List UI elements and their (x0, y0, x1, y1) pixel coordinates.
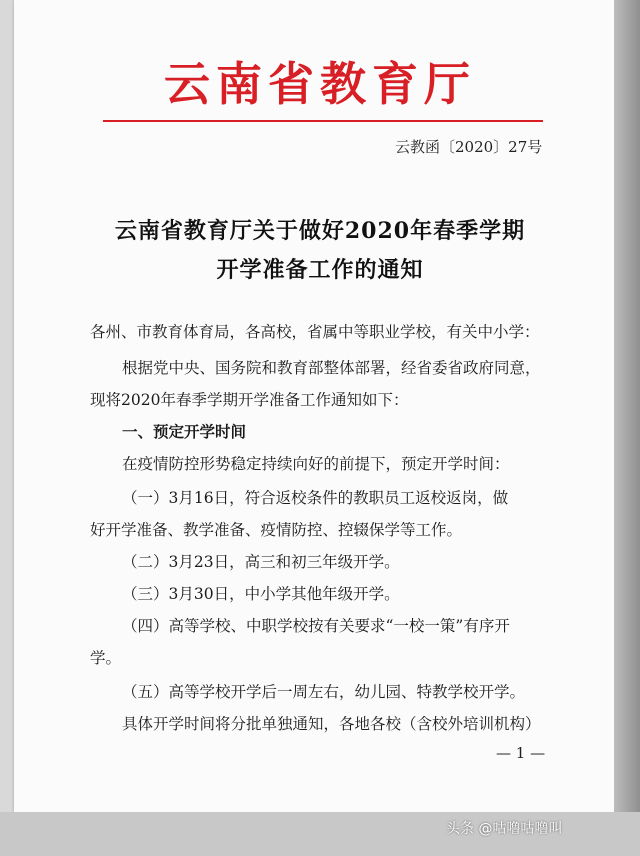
intro-paragraph-line-2: 现将2020年春季学期开学准备工作通知如下： (90, 391, 409, 409)
document-number: 云教函〔2020〕27号 (395, 138, 543, 156)
item-5: （五）高等学校开学后一周左右，幼儿园、特教学校开学。 (122, 683, 526, 701)
source-watermark: 头条 @咕噜咕噜叫 (446, 821, 563, 837)
section-1-lead: 在疫情防控形势稳定持续向好的前提下，预定开学时间： (122, 455, 510, 473)
agency-letterhead: 云南省教育厅 (164, 57, 476, 111)
page-number: — 1 — (496, 744, 546, 762)
page-edge-shadow (614, 0, 640, 856)
item-4-line-1: （四）高等学校、中职学校按有关要求“一校一策”有序开 (122, 617, 510, 635)
red-separator-line (103, 120, 543, 122)
intro-paragraph-line-1: 根据党中央、国务院和教育部整体部署，经省委省政府同意， (122, 359, 541, 377)
closing-line: 具体开学时间将分批单独通知，各地各校（含校外培训机构） (122, 715, 541, 733)
item-1-line-2: 好开学准备、教学准备、疫情防控、控辍保学等工作。 (90, 521, 463, 539)
item-2: （二）3月23日，高三和初三年级开学。 (122, 553, 400, 571)
addressee-line: 各州、市教育体育局，各高校，省属中等职业学校，有关中小学： (90, 323, 540, 341)
item-1-line-1: （一）3月16日，符合返校条件的教职员工返校返岗，做 (122, 489, 509, 507)
item-4-line-2: 学。 (90, 649, 122, 667)
document-title-line-2: 开学准备工作的通知 (216, 257, 424, 283)
item-3: （三）3月30日，中小学其他年级开学。 (122, 585, 400, 603)
document-title-line-1: 云南省教育厅关于做好2020年春季学期 (114, 218, 526, 244)
section-1-heading: 一、预定开学时间 (122, 422, 247, 441)
